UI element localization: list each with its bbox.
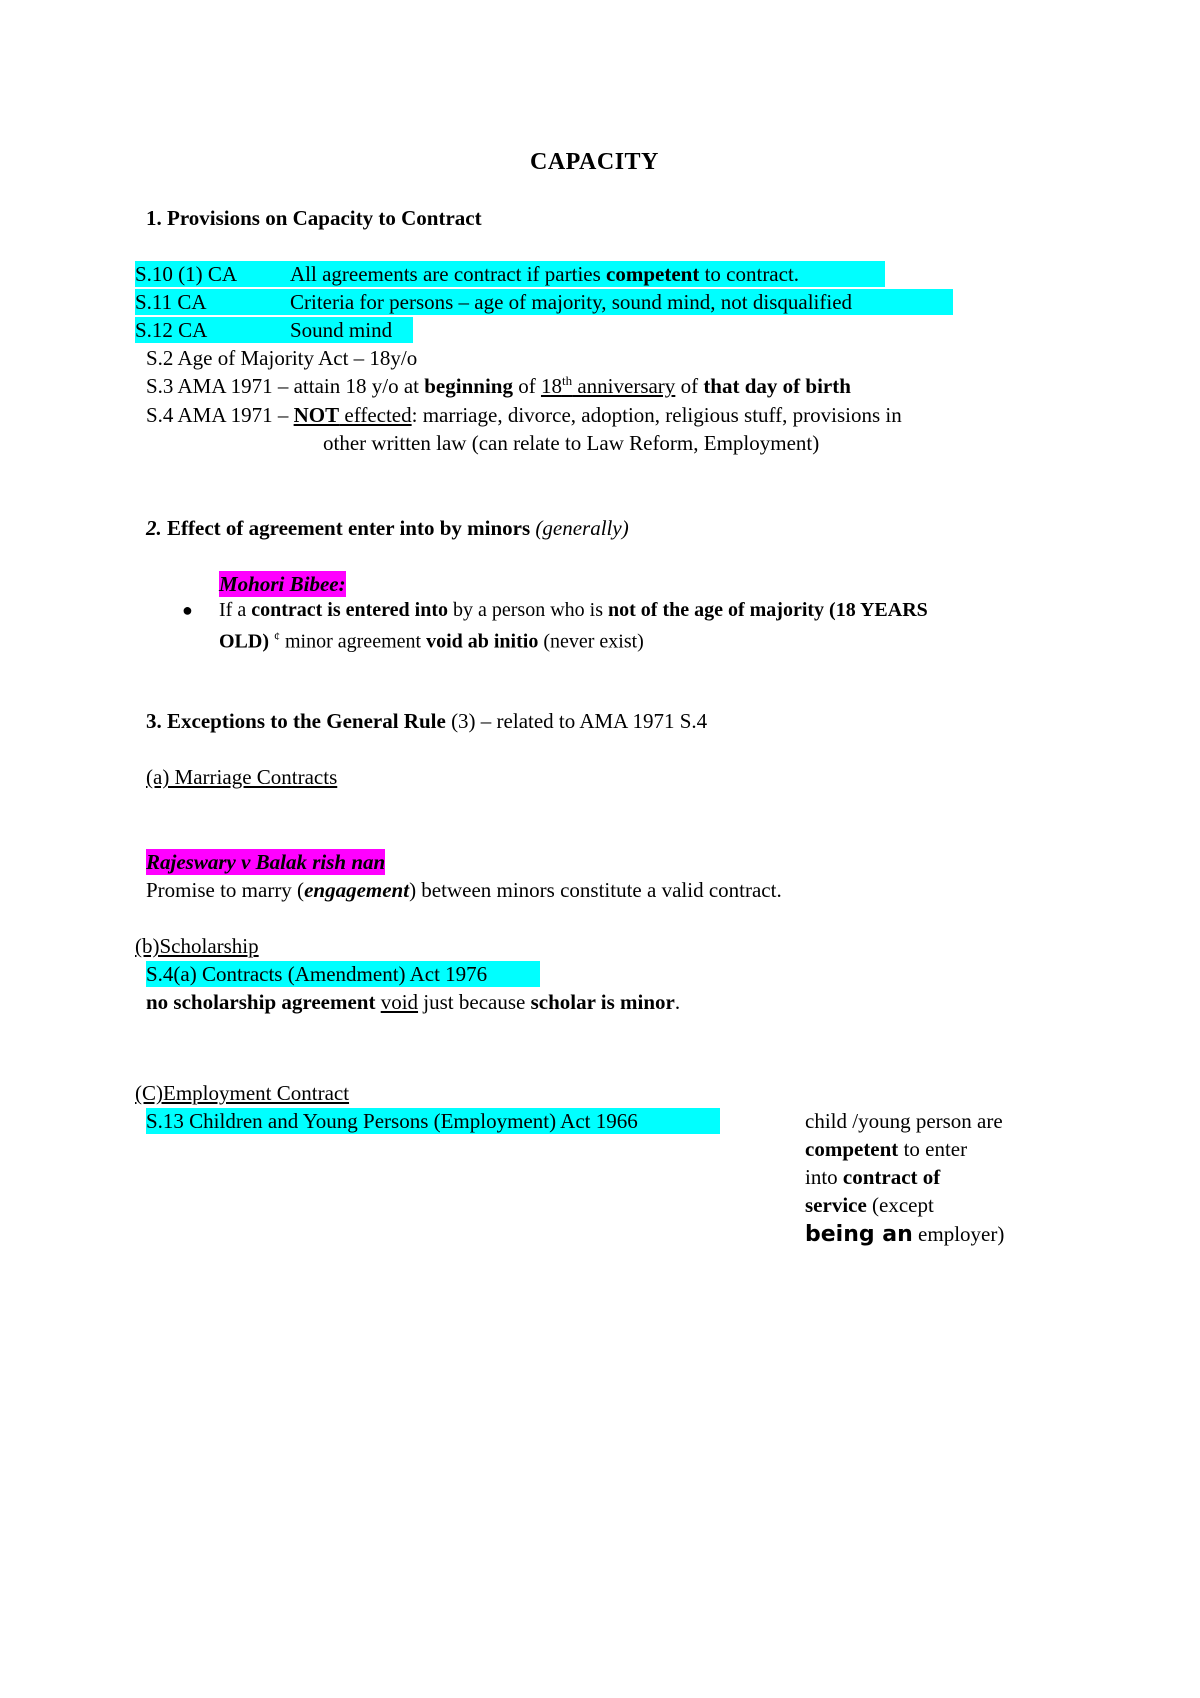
provision-text: All agreements are contract if parties bbox=[290, 262, 607, 286]
employment-ref: S.13 Children and Young Persons (Employment) Act 1966 bbox=[146, 1108, 720, 1134]
provision-ref: S.11 CA bbox=[135, 290, 207, 314]
s3-text-of: of bbox=[512, 374, 541, 398]
section-2-title-italic: (generally) bbox=[535, 516, 629, 540]
scholarship-ref: S.4(a) Contracts (Amendment) Act 1976 bbox=[146, 961, 540, 987]
provision-s3 bbox=[146, 373, 851, 399]
case-mohori-bibee: Mohori Bibee: bbox=[219, 572, 346, 596]
s4-effected: effected bbox=[339, 403, 412, 427]
marriage-text-pre: Promise to marry ( bbox=[146, 878, 305, 902]
section-1-heading: 1. Provisions on Capacity to Contract bbox=[146, 206, 482, 230]
s3-text: S.3 AMA 1971 – attain 18 y/o at bbox=[146, 374, 425, 398]
s4-not: NOT bbox=[293, 403, 340, 427]
bullet-bold-old: OLD) bbox=[219, 630, 269, 653]
employment-being-an: being an bbox=[805, 1222, 913, 1247]
s4-list: : marriage, divorce, adoption, religious stuff, provisions in bbox=[411, 403, 902, 427]
s3-anniversary bbox=[541, 374, 675, 398]
s3-bold-birth: that day of birth bbox=[703, 374, 851, 398]
bullet-never-exist: (never exist) bbox=[538, 630, 644, 653]
employment-note-line1: child /young person are bbox=[805, 1109, 1003, 1133]
provision-ref: S.12 CA bbox=[135, 318, 208, 342]
scholarship-bold-minor: scholar is minor bbox=[530, 990, 675, 1014]
provision-row-s10 bbox=[135, 261, 885, 287]
subsection-b-label: (b)Scholarship bbox=[135, 934, 259, 958]
employment-service: service bbox=[805, 1193, 867, 1217]
scholarship-end: . bbox=[674, 990, 681, 1014]
marriage-engagement: engagement bbox=[304, 878, 410, 902]
section-2-title: Effect of agreement enter into by minors bbox=[161, 516, 536, 540]
bullet-bold-void: void ab initio bbox=[426, 630, 539, 653]
provision-ref: S.10 (1) CA bbox=[135, 262, 238, 286]
provision-s4 bbox=[146, 402, 902, 428]
employment-employer: employer) bbox=[912, 1222, 1005, 1246]
provision-text: Sound mind bbox=[290, 318, 393, 342]
provision-s4-cont: other written law (can relate to Law Reform, Employment) bbox=[323, 431, 820, 455]
employment-note-line5 bbox=[805, 1221, 1004, 1248]
bullet-bold-contract: contract is entered into bbox=[251, 599, 449, 621]
subsection-c-label: (C)Employment Contract bbox=[135, 1081, 350, 1105]
page-title: CAPACITY bbox=[530, 149, 659, 175]
section-3-heading bbox=[146, 708, 707, 734]
bullet-text-line2 bbox=[219, 623, 644, 655]
bullet-text-line1 bbox=[219, 597, 928, 623]
marriage-text bbox=[146, 877, 782, 903]
scholarship-text bbox=[146, 989, 680, 1015]
provision-row-s12 bbox=[135, 317, 413, 343]
section-3-subtitle: (3) – related to AMA 1971 S.4 bbox=[445, 709, 708, 733]
section-2-heading bbox=[146, 515, 629, 541]
subsection-a-label: (a) Marriage Contracts bbox=[146, 765, 338, 789]
scholarship-mid: just because bbox=[418, 990, 531, 1014]
employment-enter: to enter bbox=[898, 1137, 968, 1161]
employment-note-line2 bbox=[805, 1136, 967, 1162]
arrow-icon: ¢ bbox=[274, 629, 280, 643]
provision-text-end: to contract. bbox=[699, 262, 800, 286]
bullet-mid: by a person who is bbox=[448, 599, 608, 621]
scholarship-bold: no scholarship agreement bbox=[146, 990, 381, 1014]
case-rajeswary: Rajeswary v Balak rish nan bbox=[146, 850, 386, 874]
provision-row-s11 bbox=[135, 289, 953, 315]
s3-text-of2: of bbox=[675, 374, 704, 398]
bullet-bold-age: not of the age of majority (18 YEARS bbox=[608, 599, 928, 621]
employment-note-line3 bbox=[805, 1164, 940, 1190]
s3-sup: th bbox=[561, 373, 573, 388]
section-3-title: 3. Exceptions to the General Rule bbox=[146, 709, 446, 733]
bullet-minor-agreement: minor agreement bbox=[280, 630, 427, 653]
s4-text: S.4 AMA 1971 – bbox=[146, 403, 294, 427]
s4-not-effected bbox=[294, 403, 412, 427]
employment-except: (except bbox=[866, 1193, 934, 1217]
provision-s2: S.2 Age of Majority Act – 18y/o bbox=[146, 346, 418, 370]
employment-competent: competent bbox=[805, 1137, 899, 1161]
section-2-number: 2. bbox=[146, 516, 162, 540]
s3-num: 18 bbox=[540, 374, 562, 398]
provision-text: Criteria for persons – age of majority, sound mind, not disqualified bbox=[290, 290, 853, 314]
s3-anniversary-text: anniversary bbox=[572, 374, 676, 398]
employment-contract-of: contract of bbox=[842, 1165, 941, 1189]
bullet-pre: If a bbox=[219, 599, 252, 621]
employment-note-line4 bbox=[805, 1192, 934, 1218]
scholarship-void: void bbox=[380, 990, 419, 1014]
employment-into: into bbox=[805, 1165, 843, 1189]
provision-text-bold: competent bbox=[606, 262, 700, 286]
bullet-dot: ● bbox=[182, 600, 193, 620]
marriage-text-post: ) between minors constitute a valid contract. bbox=[409, 878, 782, 902]
s3-bold-beginning: beginning bbox=[424, 374, 513, 398]
